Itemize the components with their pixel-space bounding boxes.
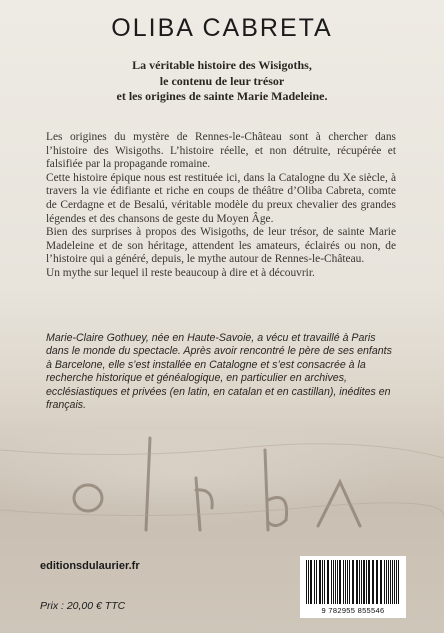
barcode-bar (349, 560, 350, 604)
synopsis-paragraph: Bien des surprises à propos des Wisigoths, de leur trésor, de sainte Marie Madeleine et de son héritage, attendent les amateurs, éclairés ou non, de l’histoire qui a généré, depuis, le mythe autour de Rennes-le-Château. (46, 226, 396, 266)
subtitle-line: La véritable histoire des Wisigoths, (132, 58, 312, 72)
barcode-bar (311, 560, 312, 604)
barcode-bar (324, 560, 325, 604)
barcode-bar (343, 560, 344, 604)
synopsis-paragraph: Un mythe sur lequel il reste beaucoup à dire et à découvrir. (46, 266, 315, 279)
barcode-bar (377, 560, 378, 604)
synopsis-paragraph: Cette histoire épique nous est restituée ici, dans la Catalogne du Xe siècle, à travers la vie édifiante et riche en coups de théâtre d’Oliba Cabreta, comte de Cerdagne et de Besalú, véritable modèle du preux chevalier des grandes légendes et des chansons de geste du Moyen Âge. (46, 171, 396, 225)
barcode-number: 9 782955 855546 (321, 606, 385, 615)
synopsis-paragraph: Les origines du mystère de Rennes-le-Château sont à chercher dans l’histoire des Wisigoths. L’histoire réelle, et non détruite, récupérée et falsifiée par la propagande romaine. (46, 131, 396, 171)
engraved-stone-image (0, 430, 444, 540)
barcode-bar (376, 560, 377, 604)
author-bio: Marie-Claire Gothuey, née en Haute-Savoie, a vécu et travaillé à Paris dans le monde du spectacle. Après avoir rencontré le père de ses enfants à Barcelone, elle s’est installée en Catalogne et s’est consacrée à la recherche historique et généalogique, en particulier en archives, ecclésiastiques et privées (en latin, en catalan et en castillan), inédites en français. (46, 332, 392, 412)
book-title: OLIBA CABRETA (111, 14, 333, 42)
publisher-website: editionsdulaurier.fr (40, 560, 140, 572)
barcode-bar (394, 560, 395, 604)
barcode-bar (369, 560, 370, 604)
subtitle-line: et les origines de sainte Marie Madeleine. (116, 89, 328, 103)
barcode-bar (322, 560, 323, 604)
synopsis (46, 131, 396, 281)
barcode-bar (340, 560, 341, 604)
barcode-bar (363, 560, 364, 604)
barcode-bar (328, 560, 329, 604)
price-label: Prix : 20,00 € TTC (40, 600, 126, 612)
subtitle-block (0, 58, 444, 105)
barcode-bar (353, 560, 354, 604)
barcode-bar (390, 560, 391, 604)
subtitle-line: le contenu de leur trésor (159, 73, 285, 88)
barcode-bar (314, 560, 315, 604)
barcode-bar (384, 560, 385, 604)
stone-engraving (0, 430, 444, 540)
barcode-bars (306, 560, 400, 604)
barcode-bar (306, 560, 307, 604)
barcode-bar (335, 560, 336, 604)
barcode-bar (359, 560, 360, 604)
barcode (300, 556, 406, 618)
